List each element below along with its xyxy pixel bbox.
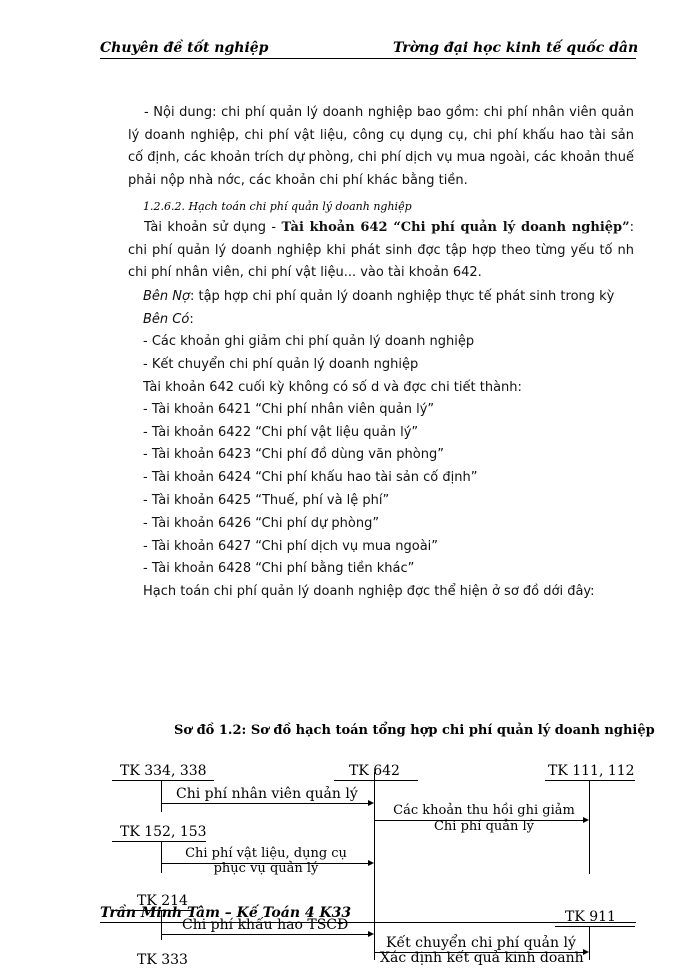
content-text: - Nội dung: chi phí quản lý doanh nghiệp bao gồm: chi phí nhân viên quản lý doanh nghiệp, chi phí vật liệu, công cụ dụng cụ, chi phí khấu hao tài sản cố định, các khoản trích dự phòng, chi phí dịch vụ mua ngoài, các khoản thuế phải nộp nhà nớc, các khoản chi phí khác bằng tiền. bbox=[128, 105, 634, 188]
material-label-1: Chi phí vật liệu, dụng cụ bbox=[185, 846, 347, 861]
material-label-2: phục vụ quản lý bbox=[213, 861, 319, 876]
account-tk911: TK 911 bbox=[565, 909, 616, 925]
debit-label: Bên Nợ bbox=[143, 289, 190, 304]
credit-label: Bên Có bbox=[143, 312, 190, 327]
tk642-axis bbox=[374, 772, 375, 960]
account-tk214: TK 214 bbox=[137, 893, 188, 909]
transfer-label-2: Xác định kết quả kinh doanh bbox=[380, 950, 584, 966]
sub-account-item: - Tài khoản 6423 “Chi phí đồ dùng văn phòng” bbox=[143, 447, 444, 462]
account-tk111: TK 111, 112 bbox=[548, 763, 635, 779]
reduction-label-2: Chi phí quản lý bbox=[433, 819, 535, 834]
detail-intro: Tài khoản 642 cuối kỳ không có số d và đợc chi tiết thành: bbox=[143, 380, 522, 395]
staff-cost-flow bbox=[161, 803, 368, 804]
footer-text: Trần Minh Tâm – Kế Toán 4 K33 bbox=[100, 905, 352, 921]
arrow-right-icon bbox=[368, 800, 374, 806]
reduction-label-1: Các khoản thu hồi ghi giảm bbox=[393, 803, 575, 818]
content-paragraph-1 bbox=[128, 102, 634, 192]
arrow-right-icon bbox=[368, 931, 374, 937]
sub-account-item: - Tài khoản 6428 “Chi phí bằng tiền khác” bbox=[143, 561, 415, 576]
header-right: Trờng đại học kinh tế quốc dân bbox=[393, 40, 639, 56]
tk334-axis bbox=[161, 780, 162, 812]
header-left: Chuyên đề tốt nghiệp bbox=[100, 40, 269, 56]
account-tk333: TK 333 bbox=[137, 952, 188, 968]
debit-text: : tập hợp chi phí quản lý doanh nghiệp thực tế phát sinh trong kỳ bbox=[189, 289, 615, 304]
credit-item: - Kết chuyển chi phí quản lý doanh nghiệp bbox=[143, 357, 419, 372]
closing-sentence: Hạch toán chi phí quản lý doanh nghiệp đợc thể hiện ở sơ đồ dới đây: bbox=[143, 584, 595, 599]
account-tk334: TK 334, 338 bbox=[120, 763, 207, 779]
debit-side-line bbox=[143, 289, 614, 304]
sub-account-item: - Tài khoản 6421 “Chi phí nhân viên quản lý” bbox=[143, 402, 435, 417]
tk334-rule bbox=[112, 780, 214, 781]
content-paragraph-2 bbox=[128, 217, 634, 285]
account-tk152: TK 152, 153 bbox=[120, 824, 207, 840]
tk152-rule bbox=[112, 841, 206, 842]
credit-item: - Các khoản ghi giảm chi phí quản lý doanh nghiệp bbox=[143, 334, 475, 349]
diagram-title: Sơ đồ 1.2: Sơ đồ hạch toán tổng hợp chi phí quản lý doanh nghiệp bbox=[174, 723, 655, 738]
account-intro: Tài khoản sử dụng - bbox=[144, 220, 282, 235]
tk111-axis bbox=[589, 780, 590, 874]
account-title: Tài khoản 642 “Chi phí quản lý doanh nghiệp” bbox=[281, 220, 630, 235]
credit-side-line bbox=[143, 312, 194, 327]
tk911-rule bbox=[555, 926, 635, 927]
credit-colon: : bbox=[189, 312, 194, 327]
sub-account-item: - Tài khoản 6422 “Chi phí vật liệu quản lý” bbox=[143, 425, 419, 440]
arrow-right-icon bbox=[368, 860, 374, 866]
account-description: : chi phí quản lý doanh nghiệp khi phát sinh đợc tập hợp theo từng yếu tố nh chi phí nhân viên, chi phí vật liệu... vào tài khoản 642. bbox=[128, 220, 634, 280]
staff-cost-label: Chi phí nhân viên quản lý bbox=[176, 786, 358, 802]
footer-rule bbox=[100, 922, 636, 923]
sub-account-item: - Tài khoản 6424 “Chi phí khấu hao tài sản cố định” bbox=[143, 470, 478, 485]
sub-account-item: - Tài khoản 6427 “Chi phí dịch vụ mua ngoài” bbox=[143, 539, 439, 554]
tk152-axis bbox=[161, 841, 162, 873]
sub-account-item: - Tài khoản 6426 “Chi phí dự phòng” bbox=[143, 516, 380, 531]
account-tk642: TK 642 bbox=[349, 763, 400, 779]
transfer-label-1: Kết chuyển chi phí quản lý bbox=[386, 935, 576, 951]
header-rule bbox=[100, 58, 636, 59]
depreciation-label: Chi phí khấu hao TSCĐ bbox=[182, 917, 349, 933]
tk111-rule bbox=[545, 780, 635, 781]
sub-account-item: - Tài khoản 6425 “Thuế, phí và lệ phí” bbox=[143, 493, 390, 508]
tk642-rule bbox=[334, 780, 418, 781]
tk911-axis bbox=[589, 926, 590, 960]
section-heading: 1.2.6.2. Hạch toán chi phí quản lý doanh nghiệp bbox=[143, 200, 412, 213]
depreciation-flow bbox=[161, 934, 368, 935]
